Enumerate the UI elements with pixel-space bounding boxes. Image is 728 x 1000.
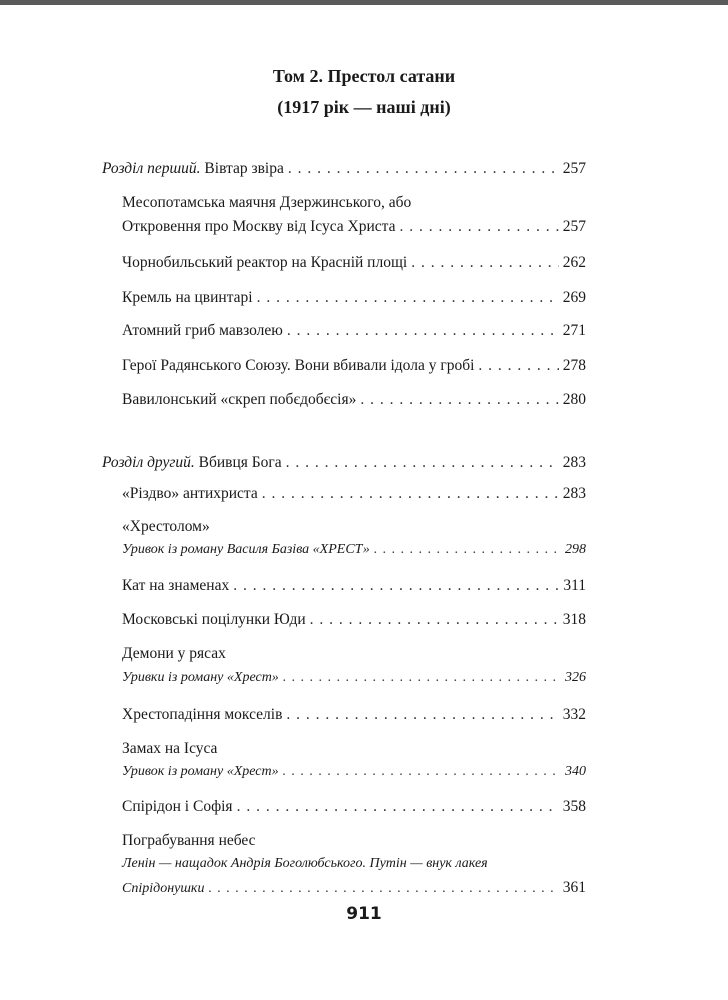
page-ref: 262 <box>562 254 586 271</box>
toc-entry-line: «Хрестолом» <box>122 518 210 535</box>
toc-entry-title: Московські поцілунки Юди <box>122 611 306 628</box>
toc-entry-title: Герої Радянського Союзу. Вони вбивали ідола у гробі <box>122 357 475 374</box>
toc-entry[interactable] <box>122 322 586 340</box>
toc-entry[interactable] <box>122 611 586 629</box>
top-border <box>0 0 728 5</box>
toc-entry-title: Вавилонський «скреп побєдобєсія» <box>122 391 357 408</box>
toc-entry-title: Уривок із роману Василя Базіва «ХРЕСТ» <box>122 542 370 557</box>
page-ref: 271 <box>562 322 586 339</box>
page-ref: 332 <box>562 706 586 723</box>
toc-entry-title: Кат на знаменах <box>122 577 230 594</box>
section-title: Вівтар звіра <box>204 160 284 177</box>
toc-entry[interactable] <box>122 254 586 272</box>
section-prefix: Розділ перший. <box>102 160 201 177</box>
toc-entry-line: Ленін — нащадок Андрія Боголюбського. Путін — внук лакея <box>122 856 488 871</box>
toc-entry[interactable] <box>122 577 586 595</box>
leader-dots <box>286 454 559 472</box>
page-ref: 269 <box>562 289 586 306</box>
page-ref: 311 <box>563 577 586 594</box>
toc-entry[interactable] <box>122 764 586 780</box>
toc-entry-title: Уривок із роману «Хрест» <box>122 764 279 779</box>
volume-subtitle: (1917 рік — наші дні) <box>277 97 451 117</box>
page-ref: 318 <box>562 611 586 628</box>
leader-dots <box>257 289 559 307</box>
leader-dots <box>283 670 561 686</box>
section-title: Вбивця Бога <box>198 454 282 471</box>
leader-dots <box>208 881 558 897</box>
page-ref: 340 <box>565 764 586 779</box>
page-ref: 298 <box>565 542 586 557</box>
toc-entry-title: Откровення про Москву від Ісуса Христа <box>122 218 396 235</box>
page-ref: 257 <box>562 218 586 235</box>
toc-entry[interactable] <box>122 391 586 409</box>
toc-entry-title: Уривки із роману «Хрест» <box>122 670 279 685</box>
toc-entry[interactable] <box>122 706 586 724</box>
page-ref: 283 <box>562 454 586 471</box>
leader-dots <box>262 485 559 503</box>
page-ref: 257 <box>562 160 586 177</box>
toc-entry[interactable] <box>122 879 586 897</box>
page-number: 911 <box>346 904 382 924</box>
leader-dots <box>399 218 558 236</box>
toc-entry-line: Пограбування небес <box>122 832 256 849</box>
leader-dots <box>310 611 559 629</box>
leader-dots <box>374 542 561 558</box>
toc-entry-title: «Різдво» антихриста <box>122 485 258 502</box>
page-ref: 280 <box>562 391 586 408</box>
toc-entry[interactable] <box>122 485 586 503</box>
page-ref: 283 <box>562 485 586 502</box>
toc-entry-line: Демони у рясах <box>122 645 226 662</box>
page-ref: 361 <box>562 879 586 896</box>
leader-dots <box>237 798 559 816</box>
toc-entry[interactable] <box>122 670 586 686</box>
toc-entry-title: Кремль на цвинтарі <box>122 289 253 306</box>
toc-entry[interactable] <box>122 798 586 816</box>
toc-entry-title: Атомний гриб мавзолею <box>122 322 283 339</box>
toc-section-1[interactable] <box>102 160 586 178</box>
section-prefix: Розділ другий. <box>102 454 195 471</box>
leader-dots <box>478 357 558 375</box>
toc-entry-line: Замах на Ісуса <box>122 740 218 757</box>
page-ref: 278 <box>562 357 586 374</box>
toc-entry[interactable] <box>122 357 586 375</box>
leader-dots <box>233 577 559 595</box>
volume-title: Том 2. Престол сатани <box>272 66 456 86</box>
page-ref: 358 <box>562 798 586 815</box>
leader-dots <box>288 160 559 178</box>
page-ref: 326 <box>565 670 586 685</box>
toc-entry-title: Спірідон і Софія <box>122 798 233 815</box>
toc-entry-title: Спірідонушки <box>122 881 205 896</box>
leader-dots <box>411 254 559 272</box>
leader-dots <box>287 322 559 340</box>
leader-dots <box>360 391 558 409</box>
toc-entry[interactable] <box>122 218 586 236</box>
toc-entry-title: Хрестопадіння мокселів <box>122 706 283 723</box>
toc-entry-title: Чорнобильський реактор на Красній площі <box>122 254 408 271</box>
toc-entry[interactable] <box>122 289 586 307</box>
leader-dots <box>283 764 561 780</box>
toc-section-2[interactable] <box>102 454 586 472</box>
toc-entry[interactable] <box>122 542 586 558</box>
leader-dots <box>286 706 558 724</box>
toc-entry-line: Месопотамська маячня Дзержинського, або <box>122 194 412 211</box>
